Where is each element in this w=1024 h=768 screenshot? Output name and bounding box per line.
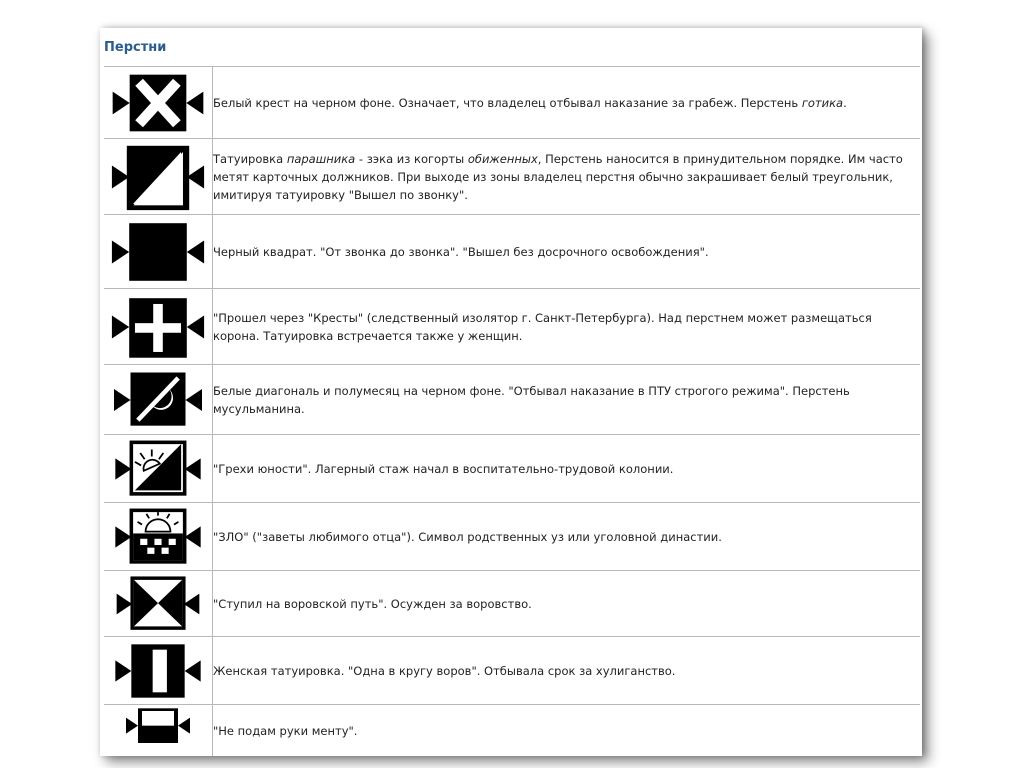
ring-icon-cell — [104, 571, 213, 637]
ring-icon-cell — [104, 503, 213, 571]
italic-term: готика — [801, 95, 844, 110]
table-row — [104, 705, 920, 757]
ring-description — [213, 705, 921, 757]
ring-icon-cell — [104, 215, 213, 289]
table-row — [104, 215, 920, 289]
description-text: Татуировка — [213, 151, 287, 166]
ring-description — [213, 571, 921, 637]
ring-icon-cell — [104, 289, 213, 365]
description-text: "Не подам руки менту". — [213, 723, 358, 738]
ring-description — [213, 139, 921, 215]
section-heading: Перстни — [104, 40, 167, 55]
ring-description — [213, 67, 921, 139]
description-text: "Ступил на воровской путь". Осужден за воровство. — [213, 596, 532, 611]
ring-description — [213, 435, 921, 503]
table-row — [104, 571, 920, 637]
ring-sun-checkered-icon — [104, 505, 212, 569]
ring-description — [213, 637, 921, 705]
ring-cross-x-icon — [104, 69, 212, 137]
description-text: , Перстень наносится в принудительном порядке. Им часто метят карточных должников. При выходе из зоны владелец перстня обычно закрашивает белый треугольник, имитируя татуировку "Вышел по звонку". — [213, 151, 903, 202]
ring-icon-cell — [104, 139, 213, 215]
ring-icon-cell — [104, 435, 213, 503]
ring-icon-cell — [104, 67, 213, 139]
table-row — [104, 637, 920, 705]
ring-description — [213, 215, 921, 289]
description-text: - зэка из когорты — [355, 151, 468, 166]
italic-term: парашника — [286, 151, 356, 166]
ring-white-cross-icon — [104, 291, 212, 363]
ring-diagonal-half-icon — [104, 141, 212, 213]
italic-term: обиженных — [467, 151, 538, 166]
description-text: . — [843, 95, 847, 110]
table-row — [104, 435, 920, 503]
description-text: "ЗЛО" ("заветы любимого отца"). Символ родственных уз или уголовной династии. — [213, 529, 722, 544]
description-text: Белый крест на черном фоне. Означает, что владелец отбывал наказание за грабеж. Перстень — [213, 95, 802, 110]
ring-description — [213, 289, 921, 365]
description-text: "Грехи юности". Лагерный стаж начал в воспитательно-трудовой колонии. — [213, 461, 674, 476]
document-page — [100, 28, 922, 756]
description-text: "Прошел через "Кресты" (следственный изолятор г. Санкт-Петербурга). Над перстнем может размещаться корона. Татуировка встречается также у женщин. — [213, 310, 872, 343]
ring-icon-cell — [104, 705, 213, 757]
description-text: Женская татуировка. "Одна в кругу воров". Отбывала срок за хулиганство. — [213, 663, 676, 678]
ring-rising-sun-icon — [104, 437, 212, 501]
ring-icon-cell — [104, 365, 213, 435]
table-row — [104, 139, 920, 215]
description-text: Белые диагональ и полумесяц на черном фоне. "Отбывал наказание в ПТУ строгого режима". Перстень мусульманина. — [213, 383, 850, 416]
table-row — [104, 503, 920, 571]
ring-description — [213, 503, 921, 571]
description-text: Черный квадрат. "От звонка до звонка". "Вышел без досрочного освобождения". — [213, 244, 709, 259]
table-row — [104, 365, 920, 435]
ring-white-stripe-icon — [104, 639, 212, 703]
ring-crescent-diagonal-icon — [104, 367, 212, 433]
ring-black-square-icon — [104, 217, 212, 287]
table-row — [104, 289, 920, 365]
ring-description — [213, 365, 921, 435]
rings-table — [104, 66, 920, 756]
ring-white-top-icon — [104, 707, 212, 755]
table-row — [104, 67, 920, 139]
ring-hourglass-icon — [104, 573, 212, 635]
ring-icon-cell — [104, 637, 213, 705]
